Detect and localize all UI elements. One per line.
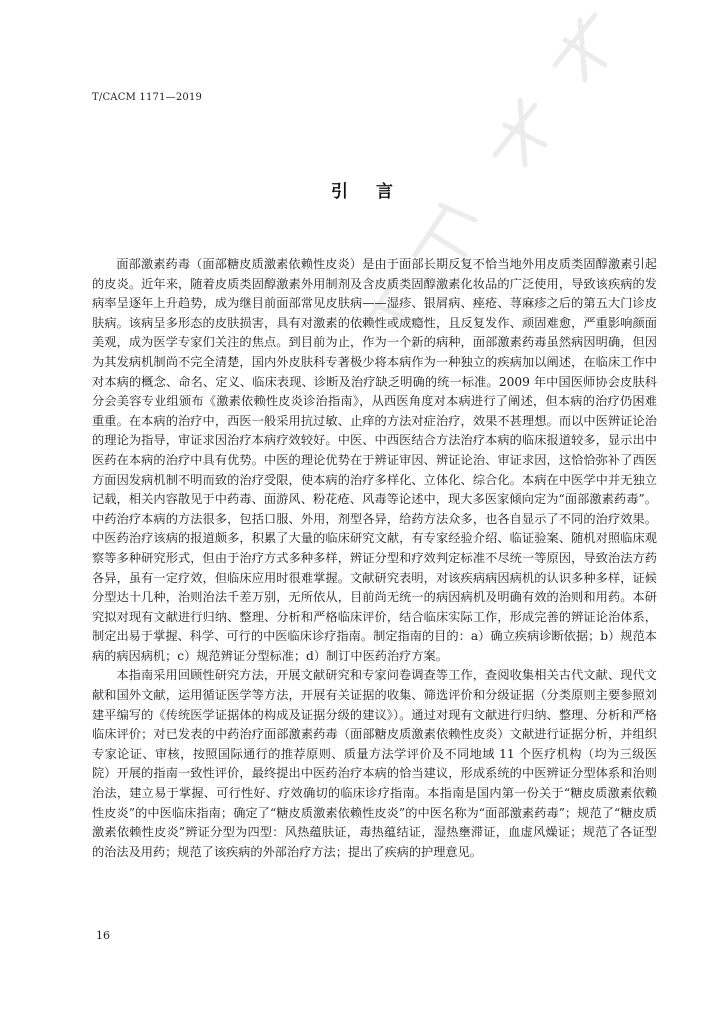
paragraph: 面部激素药毒（面部糖皮质激素依赖性皮炎）是由于面部长期反复不恰当地外用皮质类固醇激素引起的皮炎。近年来，随着皮质类固醇激素外用制剂及含皮质类固醇激素化妆品的广泛使用，导致该疾病的发病率呈逐年上升趋势，成为继目前面部常见皮肤病——湿疹、银屑病、痤疮、荨麻疹之后的第五大门诊皮肤病。该病呈多形态的皮肤损害，具有对激素的依赖性或成瘾性，且反复发作、顽固难愈，严重影响颜面美观，成为医学专家们关注的焦点。到目前为止，作为一个新的病种，面部激素药毒虽然病因明确，但因为其发病机制尚不完全清楚，国内外皮肤科专著极少将本病作为一种独立的疾病加以阐述，在临床工作中对本病的概念、命名、定义、临床表现、诊断及治疗缺乏明确的统一标准。2009 年中国医师协会皮肤科分会美容专业组颁布《激素依赖性皮炎诊治指南》，从西医角度对本病进行了阐述，但本病的治疗仍困难重重。在本病的治疗中，西医一般采用抗过敏、止痒的方法对症治疗，效果不甚理想。而以中医辨证论治的理论为指导，审证求因治疗本病疗效较好。中医、中西医结合方法治疗本病的临床报道较多，显示出中医药在本病的治疗中具有优势。中医的理论优势在于辨证审因、辨证论治、审证求因，这恰恰弥补了西医方面因发病机制不明而致的治疗受限，使本病的治疗多样化、立体化、综合化。本病在中医学中并无独立记载，相关内容散见于中药毒、面游风、粉花疮、风毒等论述中，现大多医家倾向定为“面部激素药毒”。中药治疗本病的方法很多，包括口服、外用，剂型各异，给药方法众多，也各自显示了不同的治疗效果。中医药治疗该病的报道颇多，积累了大量的临床研究文献，有专家经验介绍、临证验案、随机对照临床观察等多种研究形式，但由于治疗方式多种多样，辨证分型和疗效判定标准不尽统一等原因，导致治法方药各异，虽有一定疗效，但临床应用时很难掌握。文献研究表明，对该疾病病因病机的认识多种多样，证候分型达十几种，治则治法千差万别，无所依从，目前尚无统一的病因病机及明确有效的治则和用药。本研究拟对现有文献进行归纳、整理、分析和严格临床评价，结合临床实际工作，形成完善的辨证论治体系，制定出易于掌握、科学、可行的中医临床诊疗指南。制定指南的目的：a）确立疾病诊断依据；b）规范本病的病因病机；c）规范辨证分型标准；d）制订中医药治疗方案。 xyxy=(92,257,657,663)
standard-code: T/CACM 1171—2019 xyxy=(92,92,203,103)
page-number: 16 xyxy=(96,929,110,942)
paragraph: 本指南采用回顾性研究方法，开展文献研究和专家问卷调查等工作，查阅收集相关古代文献、现代文献和国外文献，运用循证医学等方法，开展有关证据的收集、筛选评价和分级证据（分类原则主要参照刘建平编写的《传统医学证据体的构成及证据分级的建议》）。通过对现有文献进行归纳、整理、分析和严格临床评价；对已发表的中药治疗面部激素药毒（面部糖皮质激素依赖性皮炎）文献进行证据分析，并组织专家论证、审核，按照国际通行的推荐原则、质量方法学评价及不同地域 11 个医疗机构（均为三级医院）开展的指南一致性评价，最终提出中医药治疗本病的恰当建议，形成系统的中医辨证分型体系和治则治法，建立易于掌握、可行性好、疗效确切的临床诊疗指南。本指南是国内第一份关于“糖皮质激素依赖性皮炎”的中医临床指南；确定了“糖皮质激素依赖性皮炎”的中医名称为“面部激素药毒”；规范了“糖皮质激素依赖性皮炎”辨证分型为四型：风热蕴肤证，毒热蕴结证，湿热壅滞证，血虚风燥证；规范了各证型的治法及用药；规范了该疾病的外部治疗方法；提出了疾病的护理意见。 xyxy=(92,668,657,859)
page-title: 引言 xyxy=(331,182,421,202)
body-text xyxy=(92,255,657,862)
